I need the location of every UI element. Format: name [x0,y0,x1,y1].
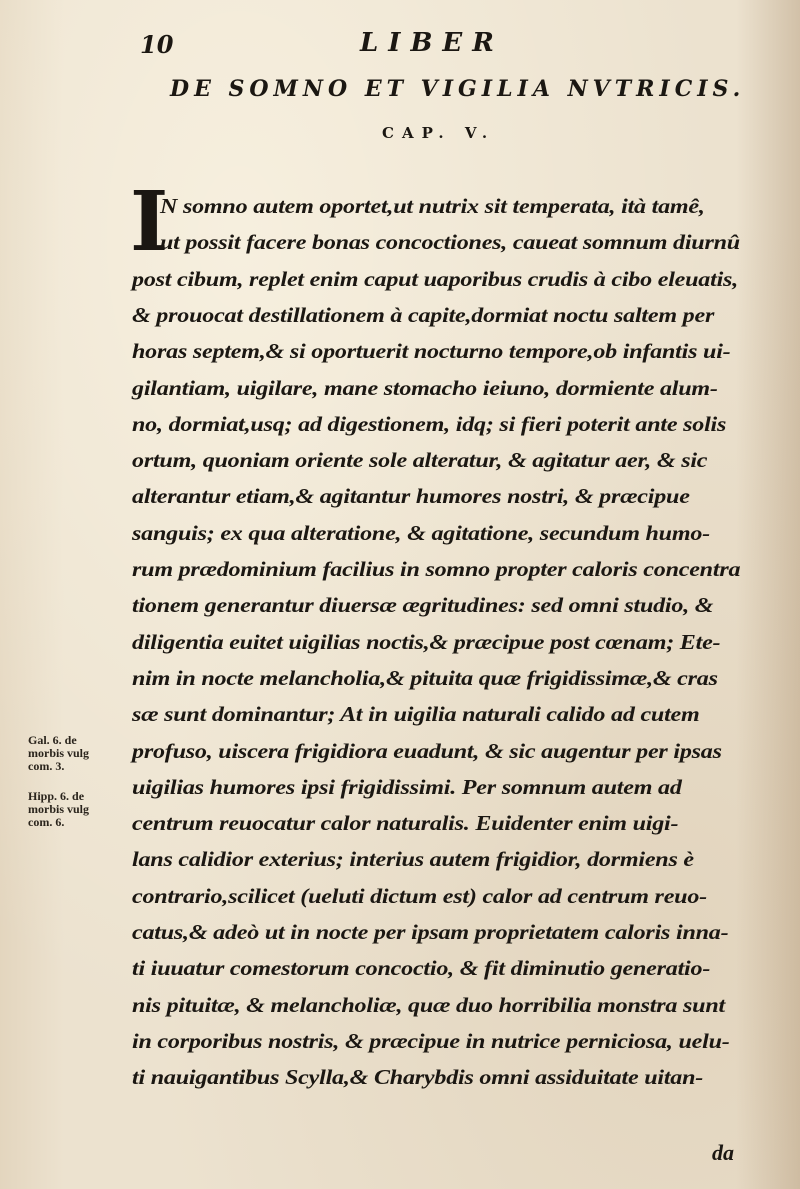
running-head: LIBER [360,28,504,58]
text-line: uigilias humores ipsi frigidissimi. Per somnum autem ad [132,774,682,799]
text-line: nis pituitæ, & melancholiæ, quæ duo horribilia monstra sunt [132,992,725,1017]
chapter-title: DE SOMNO ET VIGILIA NVTRICIS. [170,76,746,102]
margin-note-line: Gal. 6. de [28,733,77,747]
text-line: nim in nocte melancholia,& pituita quæ frigidissimæ,& cras [132,665,718,690]
margin-note-line: com. 6. [28,815,65,829]
text-line: no, dormiat,usq; ad digestionem, idq; si fieri poterit ante solis [132,411,727,436]
text-line: tionem generantur diuersæ ægritudines: sed omni studio, & [132,593,714,618]
text-line: lans calidior exterius; interius autem frigidior, dormiens è [132,847,694,872]
text-line: N somno autem oportet,ut nutrix sit temperata, ità tamê, [160,194,705,218]
text-line: sanguis; ex qua alteratione, & agitatione, secundum humo- [132,520,710,545]
margin-note-galen [28,734,124,773]
text-line: centrum reuocatur calor naturalis. Euidenter enim uigi- [132,811,679,836]
catchword: da [712,1140,734,1165]
text-line: & prouocat destillationem à capite,dormiat noctu saltem per [132,302,715,327]
text-line: in corporibus nostris, & præcipue in nutrice perniciosa, uelu- [132,1028,730,1053]
margin-note-line: morbis vulg [28,802,90,816]
text-line: horas septem,& si oportuerit nocturno tempore,ob infantis ui- [132,339,731,364]
drop-cap-initial: I [130,174,169,270]
text-line: sæ sunt dominantur; At in uigilia naturali calido ad cutem [132,702,700,727]
text-line: alterantur etiam,& agitantur humores nostri, & præcipue [132,484,690,509]
margin-note-line: morbis vulg [28,746,90,760]
text-line: contrario,scilicet (ueluti dictum est) calor ad centrum reuo- [132,883,707,908]
margin-note-line: Hipp. 6. de [28,789,85,803]
text-line: gilantiam, uigilare, mane stomacho ieiuno, dormiente alum- [132,375,718,400]
margin-note-line: com. 3. [28,759,65,773]
text-line: ti iuuatur comestorum concoctio, & fit diminutio generatio- [132,956,711,981]
text-line: ut possit facere bonas concoctiones, caueat somnum diurnû [160,230,740,255]
page-number: 10 [140,30,174,59]
margin-note-hippocrates [28,790,124,829]
text-line: catus,& adeò ut in nocte per ipsam proprietatem caloris inna- [132,920,729,944]
text-line: ti nauigantibus Scylla,& Charybdis omni assiduitate uitan- [132,1065,704,1090]
text-line: post cibum, replet enim caput uaporibus crudis à cibo eleuatis, [132,266,738,291]
text-line: ortum, quoniam oriente sole alteratur, & agitatur aer, & sic [132,448,708,473]
chapter-number: CAP. V. [382,124,496,142]
text-line: diligentia euitet uigilias noctis,& præcipue post cœnam; Ete- [132,629,721,654]
text-line: profuso, uiscera frigidiora euadunt, & sic augentur per ipsas [132,738,722,763]
text-line: rum prædominium facilius in somno propter caloris concentra [132,557,741,581]
